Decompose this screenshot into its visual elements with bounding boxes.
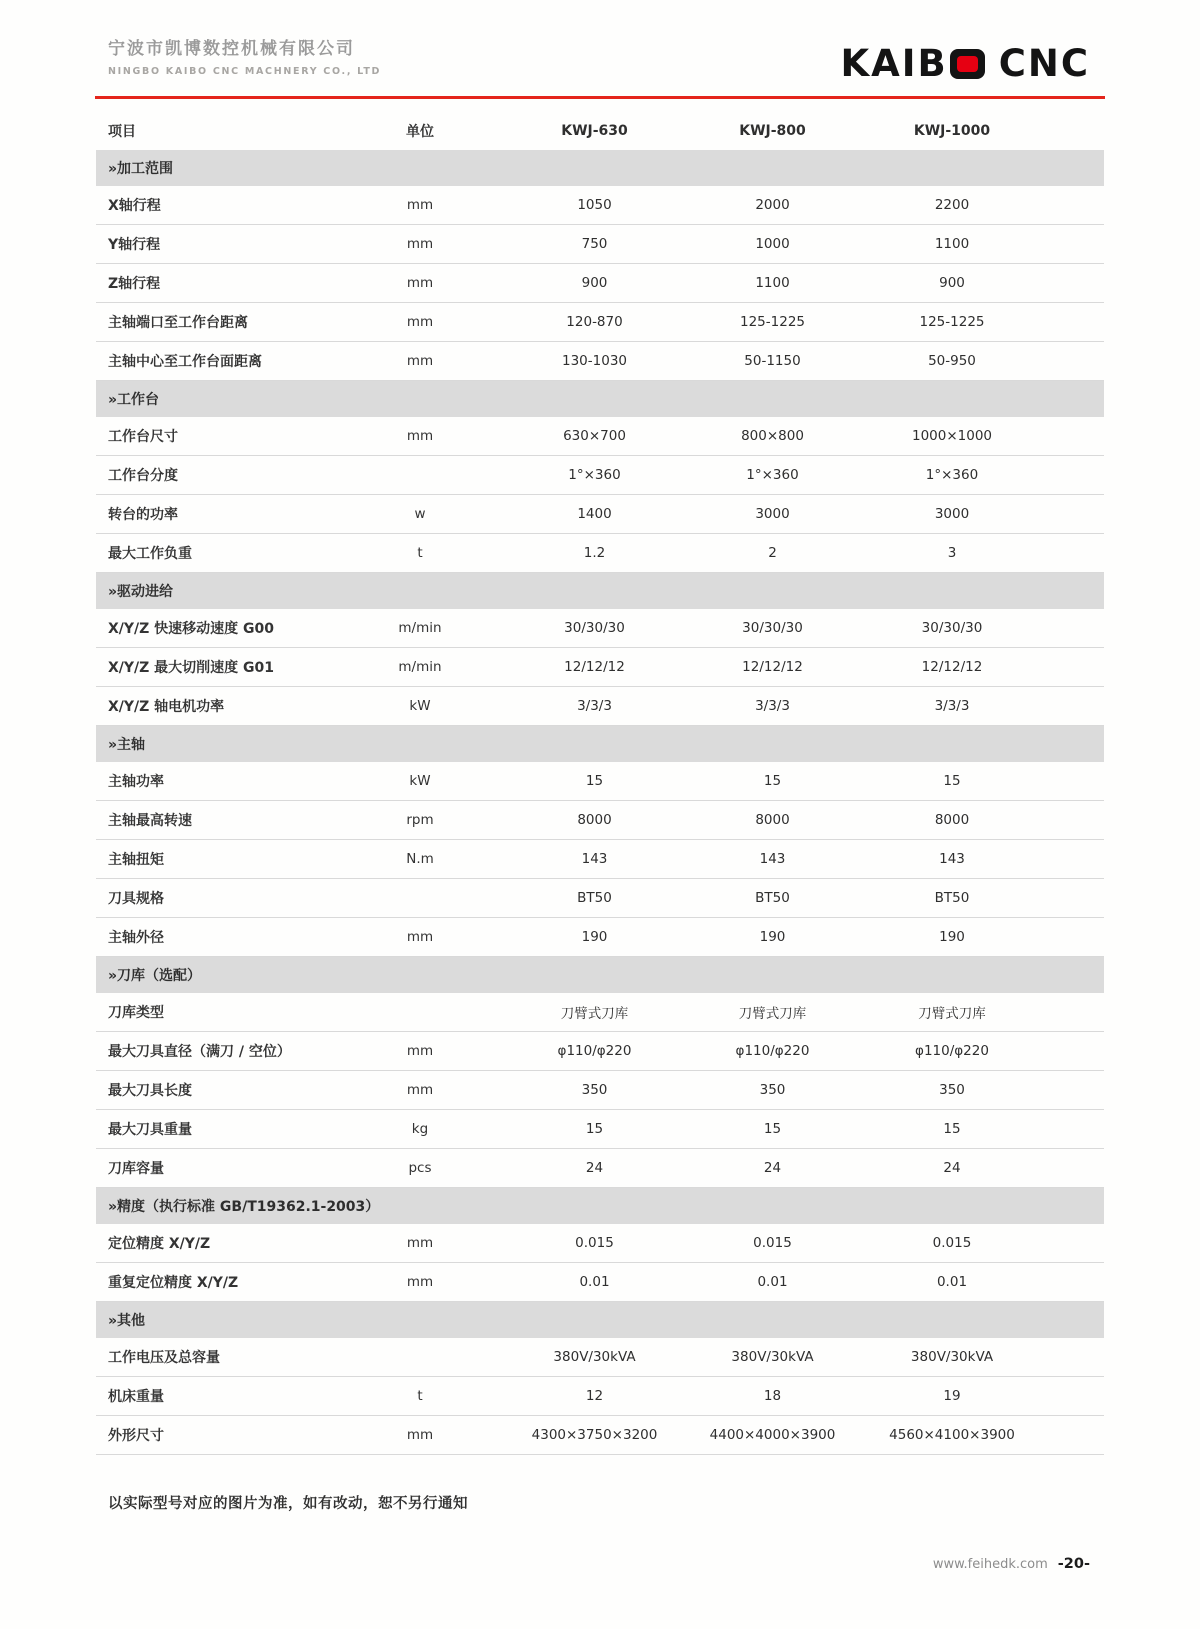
value-kwj-800: 0.01 — [757, 1274, 788, 1290]
row-unit: mm — [406, 428, 434, 444]
value-kwj-800: 2000 — [755, 197, 790, 213]
value-kwj-1000: 190 — [939, 929, 965, 945]
row-label: 刀具规格 — [108, 891, 164, 907]
row-label: 最大工作负重 — [108, 546, 192, 562]
row-unit: mm — [406, 1235, 434, 1251]
row-label: 刀库类型 — [108, 1005, 164, 1021]
table-row — [96, 918, 1104, 957]
value-kwj-800: 15 — [763, 1121, 782, 1137]
row-unit: rpm — [406, 812, 434, 828]
table-row — [96, 1224, 1104, 1263]
value-kwj-800: 8000 — [755, 812, 790, 828]
row-label: 外形尺寸 — [108, 1428, 164, 1444]
section-band: »驱动进给 — [96, 573, 1104, 609]
row-label: 刀库容量 — [108, 1161, 164, 1177]
value-kwj-800: 380V/30kVA — [731, 1349, 814, 1365]
value-kwj-630: 0.01 — [579, 1274, 610, 1290]
table-row — [96, 1416, 1104, 1455]
row-unit: mm — [406, 1043, 434, 1059]
value-kwj-630: 750 — [581, 236, 608, 252]
row-label: 主轴功率 — [108, 774, 164, 790]
value-kwj-800: 350 — [759, 1082, 786, 1098]
value-kwj-800: 125-1225 — [740, 314, 805, 330]
spec-table — [96, 112, 1104, 1455]
value-kwj-630: 630×700 — [563, 428, 626, 444]
table-row — [96, 687, 1104, 726]
value-kwj-800: 800×800 — [741, 428, 804, 444]
table-row — [96, 762, 1104, 801]
header-divider-rule — [95, 96, 1105, 99]
value-kwj-800: BT50 — [755, 890, 790, 906]
value-kwj-630: 130-1030 — [562, 353, 627, 369]
table-row — [96, 1338, 1104, 1377]
company-name-cn: 宁波市凯博数控机械有限公司 — [108, 39, 355, 59]
value-kwj-800: 190 — [759, 929, 786, 945]
value-kwj-800: 3000 — [755, 506, 790, 522]
row-unit: t — [417, 1388, 423, 1404]
table-row — [96, 1377, 1104, 1416]
value-kwj-1000: 0.015 — [932, 1235, 972, 1251]
value-kwj-630: 0.015 — [575, 1235, 614, 1251]
table-row — [96, 1263, 1104, 1302]
value-kwj-1000: φ110/φ220 — [915, 1043, 989, 1059]
logo-text-suffix: CNC — [998, 42, 1090, 85]
section-band: »刀库（选配） — [96, 957, 1104, 993]
section-band: »其他 — [96, 1302, 1104, 1338]
value-kwj-1000: 125-1225 — [919, 314, 985, 330]
value-kwj-630: 15 — [585, 1121, 604, 1137]
value-kwj-800: 1000 — [755, 236, 790, 252]
value-kwj-630: 刀臂式刀库 — [560, 1006, 629, 1022]
row-unit: m/min — [398, 659, 442, 675]
value-kwj-1000: 0.01 — [936, 1274, 968, 1290]
row-unit: mm — [406, 1274, 434, 1290]
value-kwj-800: 18 — [763, 1388, 782, 1404]
value-kwj-800: 0.015 — [753, 1235, 792, 1251]
footnote: 以实际型号对应的图片为准，如有改动，恕不另行通知 — [108, 1496, 468, 1512]
value-kwj-630: 8000 — [577, 812, 612, 828]
value-kwj-630: 1050 — [577, 197, 612, 213]
row-label: X/Y/Z 最大切削速度 G01 — [108, 660, 275, 676]
table-row — [96, 1032, 1104, 1071]
table-row — [96, 840, 1104, 879]
section-band: »工作台 — [96, 381, 1104, 417]
value-kwj-1000: 143 — [939, 851, 965, 867]
value-kwj-1000: 4560×4100×3900 — [889, 1427, 1015, 1443]
value-kwj-630: 190 — [581, 929, 608, 945]
value-kwj-1000: 19 — [943, 1388, 961, 1404]
table-row — [96, 456, 1104, 495]
column-header-kwj-800: KWJ-800 — [739, 123, 806, 139]
table-row — [96, 609, 1104, 648]
row-unit: mm — [406, 197, 434, 213]
section-band: »主轴 — [96, 726, 1104, 762]
row-label: 主轴外径 — [108, 930, 164, 946]
table-row — [96, 495, 1104, 534]
value-kwj-1000: 3000 — [934, 506, 970, 522]
value-kwj-1000: 30/30/30 — [921, 620, 983, 636]
value-kwj-1000: BT50 — [934, 890, 970, 906]
value-kwj-800: 12/12/12 — [742, 659, 803, 675]
value-kwj-630: 143 — [581, 851, 608, 867]
value-kwj-1000: 900 — [939, 275, 965, 291]
row-unit: mm — [406, 275, 434, 291]
value-kwj-630: 1°×360 — [568, 467, 621, 483]
row-label: 机床重量 — [108, 1389, 164, 1405]
page-footer — [933, 1556, 1090, 1572]
value-kwj-630: 1400 — [577, 506, 612, 522]
row-label: 转台的功率 — [108, 507, 178, 523]
value-kwj-800: 1100 — [755, 275, 790, 291]
table-row — [96, 534, 1104, 573]
row-unit: kW — [409, 698, 431, 714]
section-band: »精度（执行标准 GB/T19362.1-2003） — [96, 1188, 1104, 1224]
row-label: 主轴扭矩 — [108, 852, 164, 868]
value-kwj-630: 1.2 — [583, 545, 606, 561]
value-kwj-800: φ110/φ220 — [735, 1043, 810, 1059]
table-header-row — [96, 112, 1104, 150]
row-unit: t — [417, 545, 423, 561]
column-header-kwj-1000: KWJ-1000 — [913, 123, 991, 139]
value-kwj-1000: 1000×1000 — [911, 428, 993, 444]
row-label: 主轴端口至工作台距离 — [108, 315, 248, 331]
value-kwj-800: 4400×4000×3900 — [709, 1427, 836, 1443]
value-kwj-800: 143 — [759, 851, 786, 867]
table-row — [96, 1149, 1104, 1188]
value-kwj-1000: 3/3/3 — [934, 698, 970, 714]
value-kwj-800: 15 — [763, 773, 782, 789]
value-kwj-800: 刀臂式刀库 — [738, 1006, 807, 1022]
logo-red-square-icon — [957, 56, 978, 72]
table-row — [96, 342, 1104, 381]
row-unit: w — [414, 506, 426, 522]
column-header-unit: 单位 — [406, 124, 434, 140]
value-kwj-1000: 350 — [939, 1082, 965, 1098]
table-row — [96, 648, 1104, 687]
value-kwj-1000: 1100 — [934, 236, 970, 252]
value-kwj-630: 12/12/12 — [564, 659, 625, 675]
value-kwj-630: 30/30/30 — [564, 620, 625, 636]
row-unit: kW — [409, 773, 431, 789]
row-unit: mm — [406, 314, 434, 330]
row-label: X/Y/Z 快速移动速度 G00 — [108, 621, 275, 637]
value-kwj-1000: 3 — [947, 545, 957, 561]
column-header-item: 项目 — [108, 124, 136, 140]
row-unit: mm — [406, 236, 434, 252]
website-url: www.feihedk.com — [932, 1557, 1048, 1572]
value-kwj-630: 3/3/3 — [577, 698, 612, 714]
row-label: 工作台尺寸 — [108, 429, 178, 445]
value-kwj-630: φ110/φ220 — [557, 1043, 632, 1059]
company-name-en: NINGBO KAIBO CNC MACHNERY CO., LTD — [108, 66, 382, 77]
value-kwj-1000: 380V/30kVA — [910, 1349, 994, 1365]
value-kwj-1000: 1°×360 — [925, 467, 979, 483]
value-kwj-630: 4300×3750×3200 — [531, 1427, 658, 1443]
table-row — [96, 879, 1104, 918]
table-row — [96, 417, 1104, 456]
page-header — [96, 34, 1104, 94]
row-unit: m/min — [398, 620, 442, 636]
value-kwj-800: 24 — [763, 1160, 782, 1176]
row-unit: mm — [406, 353, 434, 369]
table-row — [96, 264, 1104, 303]
row-unit: mm — [406, 1082, 434, 1098]
table-row — [96, 801, 1104, 840]
table-row — [96, 225, 1104, 264]
value-kwj-630: 12 — [585, 1388, 604, 1404]
row-label: 定位精度 X/Y/Z — [108, 1236, 211, 1252]
value-kwj-1000: 8000 — [934, 812, 970, 828]
value-kwj-1000: 2200 — [934, 197, 970, 213]
row-unit: pcs — [408, 1160, 432, 1176]
table-row — [96, 303, 1104, 342]
row-label: 主轴中心至工作台面距离 — [108, 354, 262, 370]
row-unit: kg — [411, 1121, 429, 1137]
row-label: Z轴行程 — [108, 276, 161, 292]
row-unit: mm — [406, 1427, 434, 1443]
row-label: Y轴行程 — [108, 237, 161, 253]
value-kwj-1000: 15 — [943, 773, 961, 789]
row-unit: N.m — [406, 851, 434, 867]
value-kwj-630: 350 — [581, 1082, 608, 1098]
value-kwj-630: 15 — [585, 773, 604, 789]
page-number: -20- — [1057, 1556, 1090, 1572]
value-kwj-1000: 刀臂式刀库 — [918, 1006, 986, 1022]
table-row — [96, 186, 1104, 225]
row-label: 最大刀具长度 — [108, 1083, 192, 1099]
row-unit: mm — [406, 929, 434, 945]
row-label: 最大刀具直径（满刀 / 空位） — [108, 1044, 291, 1060]
value-kwj-800: 50-1150 — [744, 353, 801, 369]
row-label: 重复定位精度 X/Y/Z — [108, 1275, 239, 1291]
value-kwj-800: 3/3/3 — [755, 698, 790, 714]
value-kwj-1000: 24 — [943, 1160, 961, 1176]
table-row — [96, 1071, 1104, 1110]
value-kwj-630: 380V/30kVA — [553, 1349, 636, 1365]
logo-o-icon — [950, 49, 985, 79]
row-label: 主轴最高转速 — [108, 813, 192, 829]
row-label: X/Y/Z 轴电机功率 — [108, 699, 225, 715]
row-label: 最大刀具重量 — [108, 1122, 192, 1138]
section-band: »加工范围 — [96, 150, 1104, 186]
row-label: 工作台分度 — [108, 468, 178, 484]
table-row — [96, 993, 1104, 1032]
value-kwj-1000: 15 — [943, 1121, 961, 1137]
table-row — [96, 1110, 1104, 1149]
value-kwj-1000: 50-950 — [928, 353, 976, 369]
value-kwj-800: 2 — [768, 545, 777, 561]
kaibo-cnc-logo — [840, 42, 1090, 85]
value-kwj-800: 30/30/30 — [742, 620, 803, 636]
value-kwj-630: 900 — [581, 275, 608, 291]
row-label: X轴行程 — [108, 198, 161, 214]
value-kwj-630: BT50 — [577, 890, 612, 906]
value-kwj-1000: 12/12/12 — [921, 659, 983, 675]
column-header-kwj-630: KWJ-630 — [561, 123, 628, 139]
row-label: 工作电压及总容量 — [108, 1350, 220, 1366]
value-kwj-630: 120-870 — [566, 314, 623, 330]
value-kwj-800: 1°×360 — [746, 467, 799, 483]
logo-text-prefix: KAIB — [840, 42, 948, 85]
value-kwj-630: 24 — [585, 1160, 604, 1176]
